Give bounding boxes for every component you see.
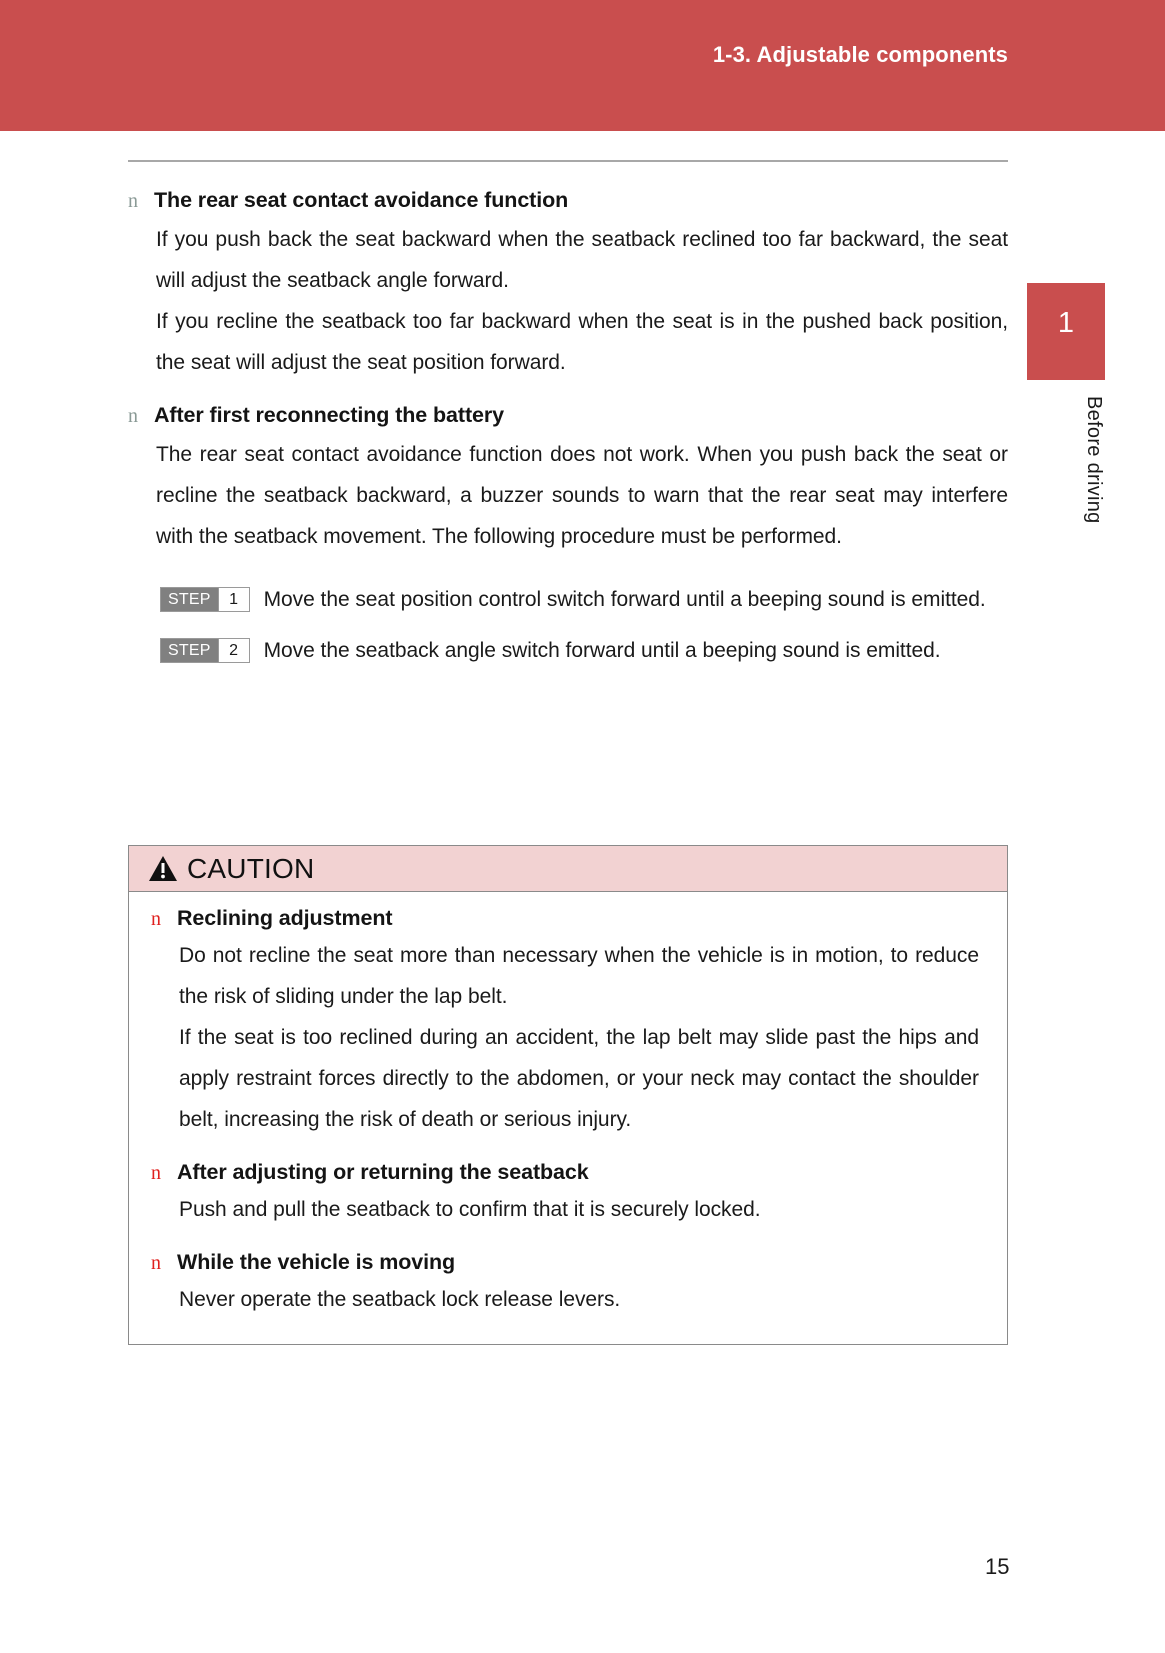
page-header-band	[0, 0, 1165, 131]
top-divider	[128, 160, 1008, 162]
section-heading-row	[151, 906, 979, 931]
section-heading-text: While the vehicle is moving	[177, 1250, 456, 1274]
bullet-n-icon: n	[151, 908, 161, 930]
main-content	[128, 160, 1008, 681]
spacer	[151, 1140, 979, 1160]
caution-section-reclining-adjustment	[151, 906, 979, 1140]
step-text: Move the seatback angle switch forward until a beeping sound is emitted.	[263, 639, 941, 662]
spacer	[151, 1230, 979, 1250]
step-badge-word: STEP	[161, 588, 218, 611]
step-item	[160, 579, 1008, 620]
caution-section-while-vehicle-moving	[151, 1250, 979, 1320]
step-badge-number: 1	[218, 588, 249, 611]
step-text: Move the seat position control switch forward until a beeping sound is emitted.	[263, 588, 986, 611]
paragraph: Push and pull the seatback to confirm that it is securely locked.	[179, 1198, 761, 1221]
section-body	[151, 1279, 979, 1320]
step-badge-number: 2	[218, 639, 249, 662]
section-after-first-reconnecting-battery	[128, 403, 1008, 557]
section-body	[151, 1189, 979, 1230]
page-header-title: 1-3. Adjustable components	[712, 42, 1008, 67]
bullet-n-icon: n	[151, 1252, 161, 1274]
chapter-tab-label: Before driving	[1083, 396, 1105, 524]
section-body	[128, 219, 1008, 383]
bullet-n-icon: n	[128, 190, 138, 212]
step-badge-word: STEP	[161, 639, 218, 662]
section-body	[151, 935, 979, 1140]
chapter-tab-number: 1	[1057, 307, 1075, 339]
paragraph: Do not recline the seat more than necessary when the vehicle is in motion, to reduce the risk of sliding under the lap belt.	[179, 944, 979, 1008]
section-heading-text: The rear seat contact avoidance function	[154, 188, 569, 212]
caution-body	[129, 892, 1007, 1344]
section-heading-row	[151, 1160, 979, 1185]
step-badge	[160, 638, 250, 663]
section-heading-text: After first reconnecting the battery	[154, 403, 505, 427]
paragraph: The rear seat contact avoidance function does not work. When you push back the seat or recline the seatback backward, a buzzer sounds to warn that the rear seat may interfere with the seatback movement. The following procedure must be performed.	[156, 443, 1008, 548]
caution-header	[129, 846, 1007, 892]
warning-triangle-icon	[148, 855, 178, 882]
bullet-n-icon: n	[151, 1162, 161, 1184]
chapter-tab	[1027, 283, 1105, 380]
section-body	[128, 434, 1008, 557]
section-heading-row	[128, 188, 1008, 213]
caution-title: CAUTION	[187, 852, 315, 884]
section-heading-row	[128, 403, 1008, 428]
caution-box	[128, 845, 1008, 1345]
page-number: 15	[985, 1554, 1010, 1579]
section-heading-text: After adjusting or returning the seatback	[177, 1160, 589, 1184]
step-badge	[160, 587, 250, 612]
caution-section-after-adjusting-seatback	[151, 1160, 979, 1230]
paragraph: If you recline the seatback too far backward when the seat is in the pushed back position, the seat will adjust the seat position forward.	[156, 310, 1008, 374]
paragraph: If the seat is too reclined during an accident, the lap belt may slide past the hips and apply restraint forces directly to the abdomen, or your neck may contact the shoulder belt, increasing the risk of death or serious injury.	[179, 1026, 979, 1131]
section-heading-text: Reclining adjustment	[177, 906, 393, 930]
step-list	[128, 579, 1008, 671]
bullet-n-icon: n	[128, 405, 138, 427]
section-rear-seat-contact-avoidance	[128, 188, 1008, 383]
paragraph: Never operate the seatback lock release levers.	[179, 1288, 621, 1311]
paragraph: If you push back the seat backward when the seatback reclined too far backward, the seat will adjust the seatback angle forward.	[156, 228, 1008, 292]
section-heading-row	[151, 1250, 979, 1275]
spacer	[128, 383, 1008, 403]
step-item	[160, 630, 1008, 671]
